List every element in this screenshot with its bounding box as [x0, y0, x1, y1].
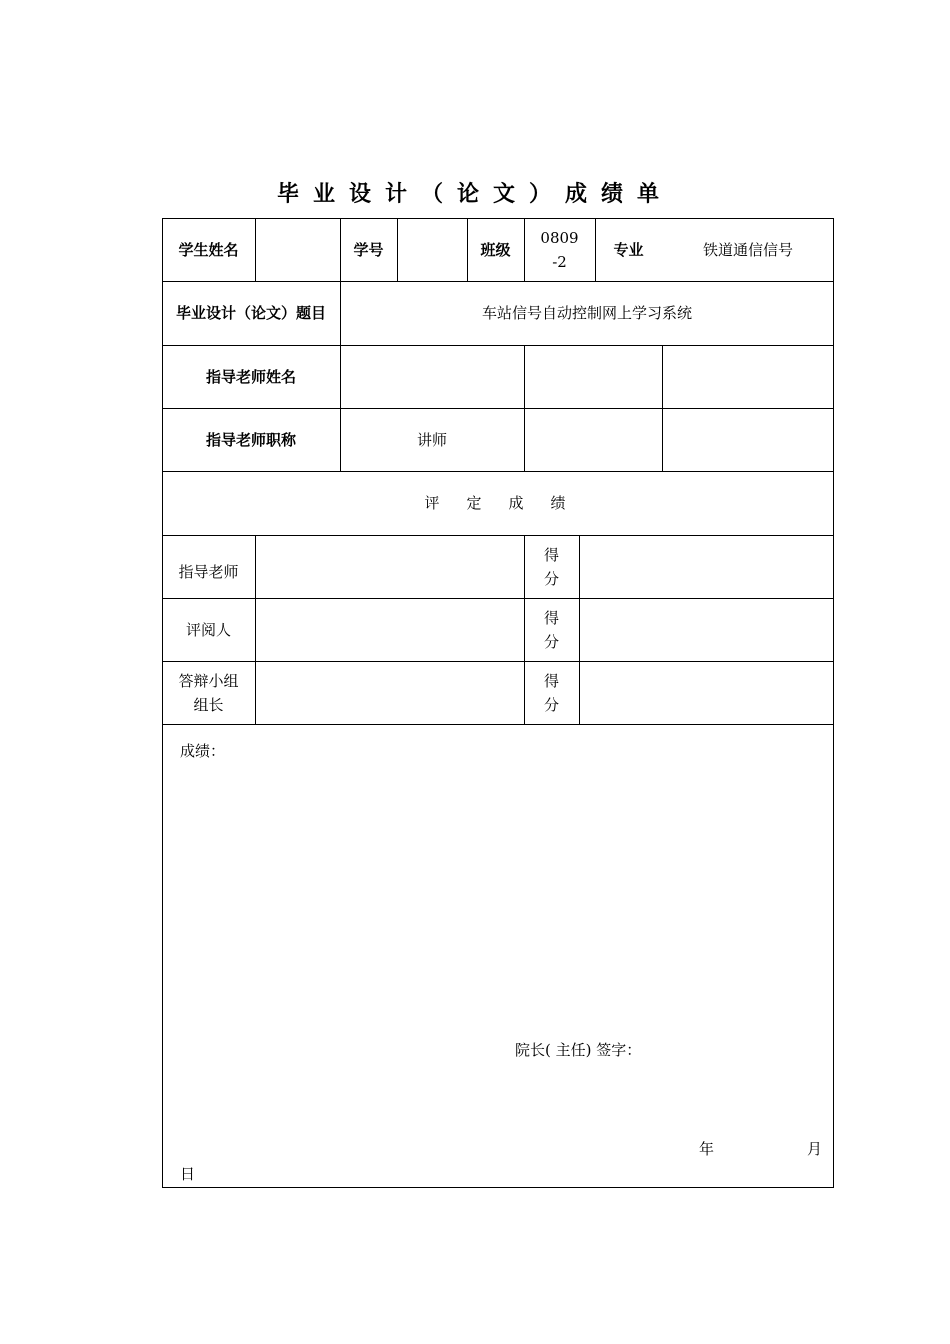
score-row-defense-comment[interactable] [255, 661, 524, 724]
score-row-defense-score-label [524, 661, 579, 724]
score-row-reviewer-comment[interactable] [255, 598, 524, 661]
class-label: 班级 [480, 240, 511, 259]
score-label-line2: 分 [543, 569, 559, 588]
advisor-title-value-3[interactable] [662, 408, 834, 471]
signature-label: 院长( 主任) 签字： [515, 1041, 642, 1059]
score-label-line1: 得 [543, 671, 559, 690]
score-role-line1: 指导老师 [178, 562, 239, 581]
advisor-title-value-2[interactable] [524, 408, 662, 471]
score-row-advisor-role [162, 535, 255, 598]
advisor-title-label: 指导老师职称 [205, 430, 296, 449]
student-id-value[interactable] [397, 218, 467, 281]
year-label: 年 [699, 1140, 715, 1158]
score-label-line2: 分 [543, 632, 559, 651]
topic-value[interactable]: 车站信号自动控制网上学习系统 [481, 304, 692, 322]
score-row-reviewer-role [162, 598, 255, 661]
class-value[interactable] [524, 218, 595, 281]
score-role-line1: 答辩小组 [178, 671, 239, 690]
page-title: 毕业设计（论文）成绩单 [276, 182, 673, 207]
student-name-value[interactable] [255, 218, 340, 281]
score-row-advisor-comment[interactable] [255, 535, 524, 598]
major-value[interactable]: 铁道通信信号 [702, 240, 793, 259]
class-value-line1: 0809 [540, 228, 579, 247]
advisor-name-value-1[interactable] [340, 345, 524, 408]
score-role-line2: 组长 [193, 695, 224, 714]
day-label: 日 [180, 1165, 196, 1183]
score-label-line1: 得 [543, 608, 559, 627]
score-row-advisor-score[interactable] [579, 535, 834, 598]
advisor-title-value-1[interactable]: 讲师 [416, 430, 447, 449]
score-row-defense-role [162, 661, 255, 724]
major-label: 专业 [613, 240, 644, 259]
month-label: 月 [807, 1140, 823, 1158]
grade-value[interactable] [180, 768, 816, 1028]
class-value-line2: -2 [552, 252, 567, 271]
score-row-advisor-score-label [524, 535, 579, 598]
evaluation-header: 评 定 成 绩 [424, 494, 572, 512]
advisor-name-label: 指导老师姓名 [205, 367, 296, 386]
score-row-defense-score[interactable] [579, 661, 834, 724]
score-row-reviewer-score[interactable] [579, 598, 834, 661]
score-row-reviewer-score-label [524, 598, 579, 661]
student-id-label: 学号 [353, 240, 384, 259]
advisor-name-value-3[interactable] [662, 345, 834, 408]
score-role-line1: 评阅人 [185, 620, 231, 639]
score-label-line1: 得 [543, 545, 559, 564]
topic-label: 毕业设计（论文）题目 [175, 304, 326, 322]
score-label-line2: 分 [543, 695, 559, 714]
grade-sheet-table [162, 218, 834, 1188]
student-name-label: 学生姓名 [178, 240, 239, 259]
advisor-name-value-2[interactable] [524, 345, 662, 408]
grade-label: 成绩： [180, 742, 226, 760]
